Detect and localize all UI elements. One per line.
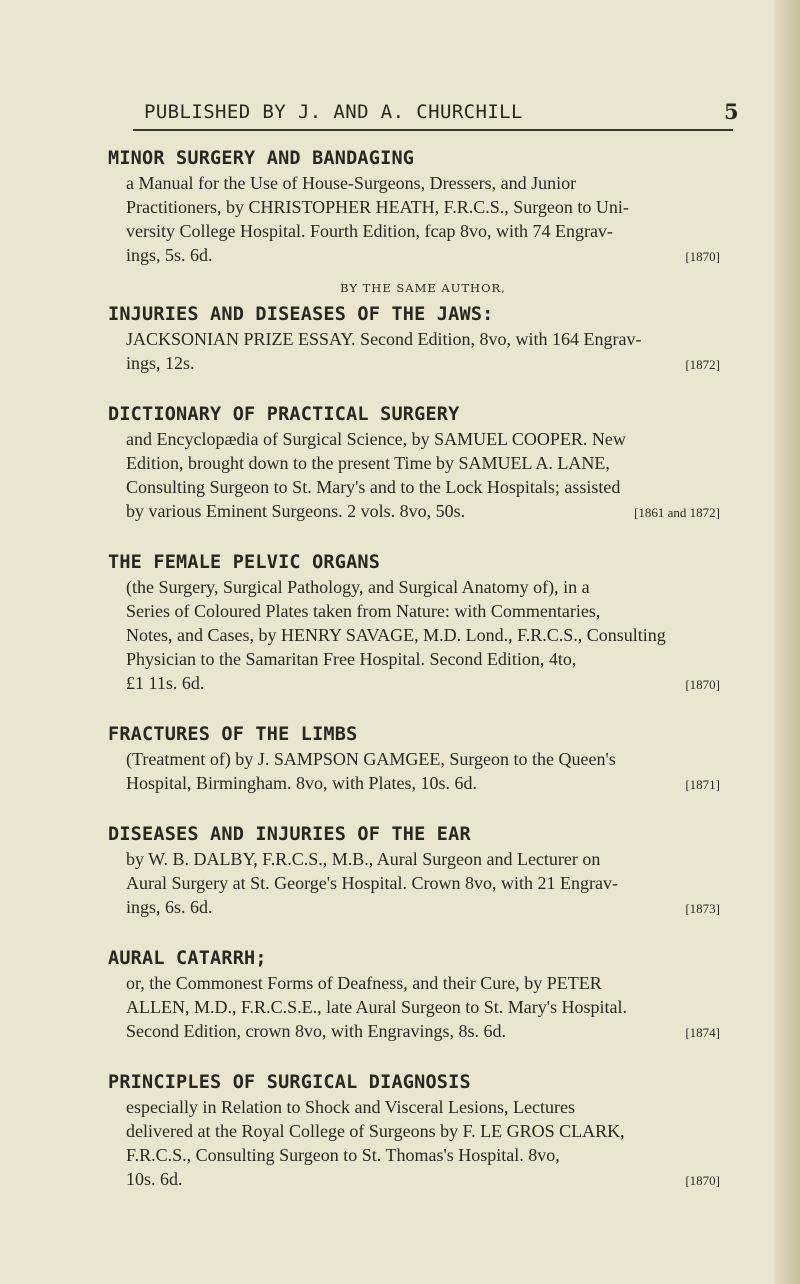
description-line: Notes, and Cases, by HENRY SAVAGE, M.D. Lond., F.R.C.S., Consulting xyxy=(126,625,666,645)
entry-title: DISEASES AND INJURIES OF THE EAR xyxy=(108,824,471,845)
description-line: by W. B. DALBY, F.R.C.S., M.B., Aural Surgeon and Lecturer on xyxy=(126,849,601,869)
description-line: Consulting Surgeon to St. Mary's and to the Lock Hospitals; assisted xyxy=(126,477,621,497)
description-last-line xyxy=(126,771,720,795)
publication-year: [1870] xyxy=(685,249,720,264)
description-line: a Manual for the Use of House-Surgeons, Dressers, and Junior xyxy=(126,173,577,193)
entry-gap xyxy=(108,795,708,823)
description-line: Second Edition, crown 8vo, with Engravings, 8s. 6d. xyxy=(126,1021,506,1041)
description-line: Hospital, Birmingham. 8vo, with Plates, 10s. 6d. xyxy=(126,773,477,793)
catalogue-entry xyxy=(108,1071,720,1191)
entry-gap xyxy=(108,695,708,723)
description-line: Physician to the Samaritan Free Hospital. Second Edition, 4to, xyxy=(126,649,577,669)
catalogue-entry xyxy=(108,723,720,795)
entry-description xyxy=(108,575,720,695)
description-line: Series of Coloured Plates taken from Nature: with Commentaries, xyxy=(126,601,601,621)
entry-title: MINOR SURGERY AND BANDAGING xyxy=(108,148,415,169)
entry-title: THE FEMALE PELVIC ORGANS xyxy=(108,552,381,573)
catalogue-entry xyxy=(108,147,720,267)
description-line: ings, 5s. 6d. xyxy=(126,245,213,265)
description-line: versity College Hospital. Fourth Edition, fcap 8vo, with 74 Engrav- xyxy=(126,221,613,241)
entry-title: INJURIES AND DISEASES OF THE JAWS: xyxy=(108,304,494,325)
page-number: 5 xyxy=(724,99,739,124)
running-head: PUBLISHED BY J. AND A. CHURCHILL xyxy=(144,101,523,123)
description-line: Practitioners, by CHRISTOPHER HEATH, F.R.C.S., Surgeon to Uni- xyxy=(126,197,629,217)
description-last-line xyxy=(126,671,720,695)
entry-gap xyxy=(108,1043,708,1071)
catalogue-entry xyxy=(108,551,720,695)
entry-description xyxy=(108,847,720,919)
description-line: £1 11s. 6d. xyxy=(126,673,205,693)
entry-title: FRACTURES OF THE LIMBS xyxy=(108,724,358,745)
entry-description xyxy=(108,427,720,523)
catalogue-entry xyxy=(108,303,720,375)
entry-gap xyxy=(108,919,708,947)
entry-gap xyxy=(108,375,708,403)
description-line: (the Surgery, Surgical Pathology, and Surgical Anatomy of), in a xyxy=(126,577,590,597)
description-line: ALLEN, M.D., F.R.C.S.E., late Aural Surgeon to St. Mary's Hospital. xyxy=(126,997,627,1017)
description-line: especially in Relation to Shock and Visceral Lesions, Lectures xyxy=(126,1097,575,1117)
page-edge-shadow xyxy=(774,0,800,1284)
description-last-line xyxy=(126,895,720,919)
entry-title: PRINCIPLES OF SURGICAL DIAGNOSIS xyxy=(108,1072,471,1093)
catalogue-entry xyxy=(108,823,720,919)
description-line: delivered at the Royal College of Surgeons by F. LE GROS CLARK, xyxy=(126,1121,625,1141)
entry-title: DICTIONARY OF PRACTICAL SURGERY xyxy=(108,404,460,425)
description-line: (Treatment of) by J. SAMPSON GAMGEE, Surgeon to the Queen's xyxy=(126,749,616,769)
description-line: Edition, brought down to the present Time by SAMUEL A. LANE, xyxy=(126,453,610,473)
publication-year: [1872] xyxy=(685,357,720,372)
entry-description xyxy=(108,171,720,267)
publication-year: [1871] xyxy=(685,777,720,792)
description-line: ings, 6s. 6d. xyxy=(126,897,213,917)
description-last-line xyxy=(126,351,720,375)
header-rule xyxy=(133,129,733,131)
description-last-line xyxy=(126,1167,720,1191)
entry-title: AURAL CATARRH; xyxy=(108,948,267,969)
entry-description xyxy=(108,327,720,375)
description-line: and Encyclopædia of Surgical Science, by SAMUEL COOPER. New xyxy=(126,429,626,449)
description-line: or, the Commonest Forms of Deafness, and their Cure, by PETER xyxy=(126,973,602,993)
catalogue-list xyxy=(108,147,720,1191)
catalogue-entry xyxy=(108,403,720,523)
description-line: F.R.C.S., Consulting Surgeon to St. Thomas's Hospital. 8vo, xyxy=(126,1145,560,1165)
publication-year: [1861 and 1872] xyxy=(634,505,720,520)
publication-year: [1870] xyxy=(685,1173,720,1188)
description-line: by various Eminent Surgeons. 2 vols. 8vo, 50s. xyxy=(126,501,466,521)
description-last-line xyxy=(126,243,720,267)
publication-year: [1874] xyxy=(685,1025,720,1040)
catalogue-entry xyxy=(108,947,720,1043)
by-same-author-note: BY THE SAME AUTHOR, xyxy=(340,281,506,295)
description-last-line xyxy=(126,499,720,523)
entry-description xyxy=(108,971,720,1043)
description-line: JACKSONIAN PRIZE ESSAY. Second Edition, 8vo, with 164 Engrav- xyxy=(126,329,642,349)
entry-description xyxy=(108,1095,720,1191)
description-line: Aural Surgery at St. George's Hospital. Crown 8vo, with 21 Engrav- xyxy=(126,873,619,893)
publication-year: [1870] xyxy=(685,677,720,692)
description-last-line xyxy=(126,1019,720,1043)
entry-gap xyxy=(108,523,708,551)
description-line: ings, 12s. xyxy=(126,353,195,373)
publication-year: [1873] xyxy=(685,901,720,916)
description-line: 10s. 6d. xyxy=(126,1169,183,1189)
entry-description xyxy=(108,747,720,795)
